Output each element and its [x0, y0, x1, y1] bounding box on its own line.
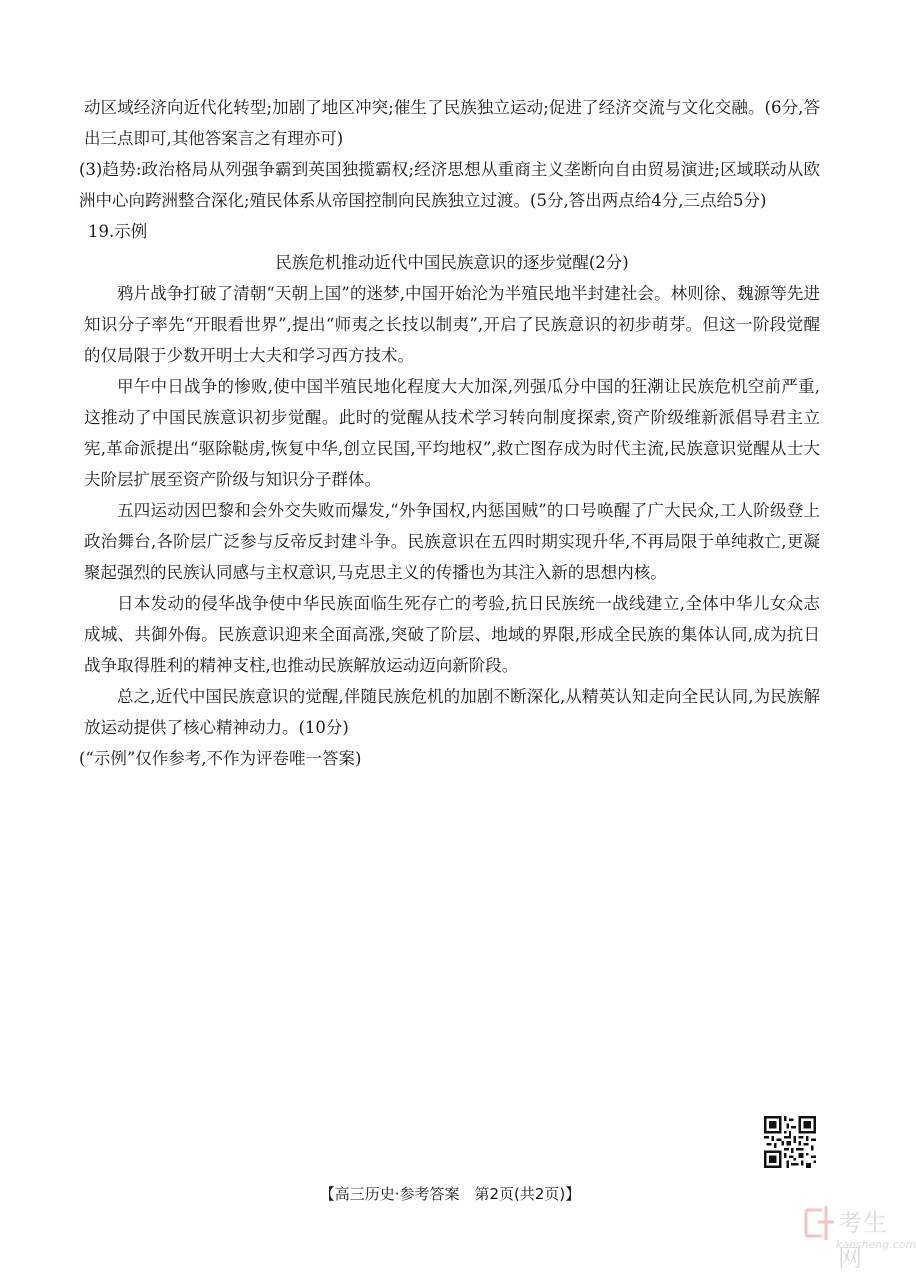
essay-paragraph: 五四运动因巴黎和会外交失败而爆发,“外争国权,内惩国贼”的口号唤醒了广大民众,工人阶级登上政治舞台,各阶层广泛参与反帝反封建斗争。民族意识在五四时期实现升华,不再局限于单纯救亡,更凝聚起强烈的民族认同感与主权意识,马克思主义的传播也为其注入新的思想内核。 — [84, 501, 820, 582]
essay-paragraph: 鸦片战争打破了清朝“天朝上国”的迷梦,中国开始沦为半殖民地半封建社会。林则徐、魏源等先进知识分子率先“开眼看世界”,提出“师夷之长技以制夷”,开启了民族意识的初步萌芽。但这一阶段觉醒的仅局限于少数开明士大夫和学习西方技术。 — [84, 284, 820, 365]
watermark-url: kaosheng.com — [836, 1238, 916, 1251]
essay-paragraph: 总之,近代中国民族意识的觉醒,伴随民族危机的加剧不断深化,从精英认知走向全民认同,为民族解放运动提供了核心精神动力。(10分) — [84, 687, 820, 737]
answer-continuation: 动区域经济向近代化转型;加剧了地区冲突;催生了民族独立运动;促进了经济交流与文化交融。(6分,答出三点即可,其他答案言之有理亦可) — [84, 98, 820, 148]
answer-content — [79, 92, 820, 774]
essay-title: 民族危机推动近代中国民族意识的逐步觉醒(2分) — [275, 253, 629, 272]
answer-part-3: (3)趋势:政治格局从列强争霸到英国独揽霸权;经济思想从重商主义垄断向自由贸易演进;区域联动从欧洲中心向跨洲整合深化;殖民体系从帝国控制向民族独立过渡。(5分,答出两点给4分,三点给5分) — [79, 160, 820, 210]
essay-paragraph: 日本发动的侵华战争使中华民族面临生死存亡的考验,抗日民族统一战线建立,全体中华儿女众志成城、共御外侮。民族意识迎来全面高涨,突破了阶层、地域的界限,形成全民族的集体认同,成为抗日战争取得胜利的精神支柱,也推动民族解放运动迈向新阶段。 — [84, 594, 820, 675]
watermark-text: 考生网 — [838, 1209, 888, 1272]
grading-note: (“示例”仅作参考,不作为评卷唯一答案) — [79, 749, 362, 768]
question-number: 19.示例 — [88, 222, 148, 241]
page-footer: 【高三历史·参考答案 第2页(共2页)】 — [319, 1185, 581, 1203]
qr-code-icon — [764, 1116, 816, 1168]
essay-paragraph: 甲午中日战争的惨败,使中国半殖民地化程度大大加深,列强瓜分中国的狂潮让民族危机空前严重,这推动了中国民族意识初步觉醒。此时的觉醒从技术学习转向制度探索,资产阶级维新派倡导君主立宪,革命派提出“驱除鞑虏,恢复中华,创立民国,平均地权”,救亡图存成为时代主流,民族意识觉醒从士大夫阶层扩展至资产阶级与知识分子群体。 — [84, 377, 820, 489]
